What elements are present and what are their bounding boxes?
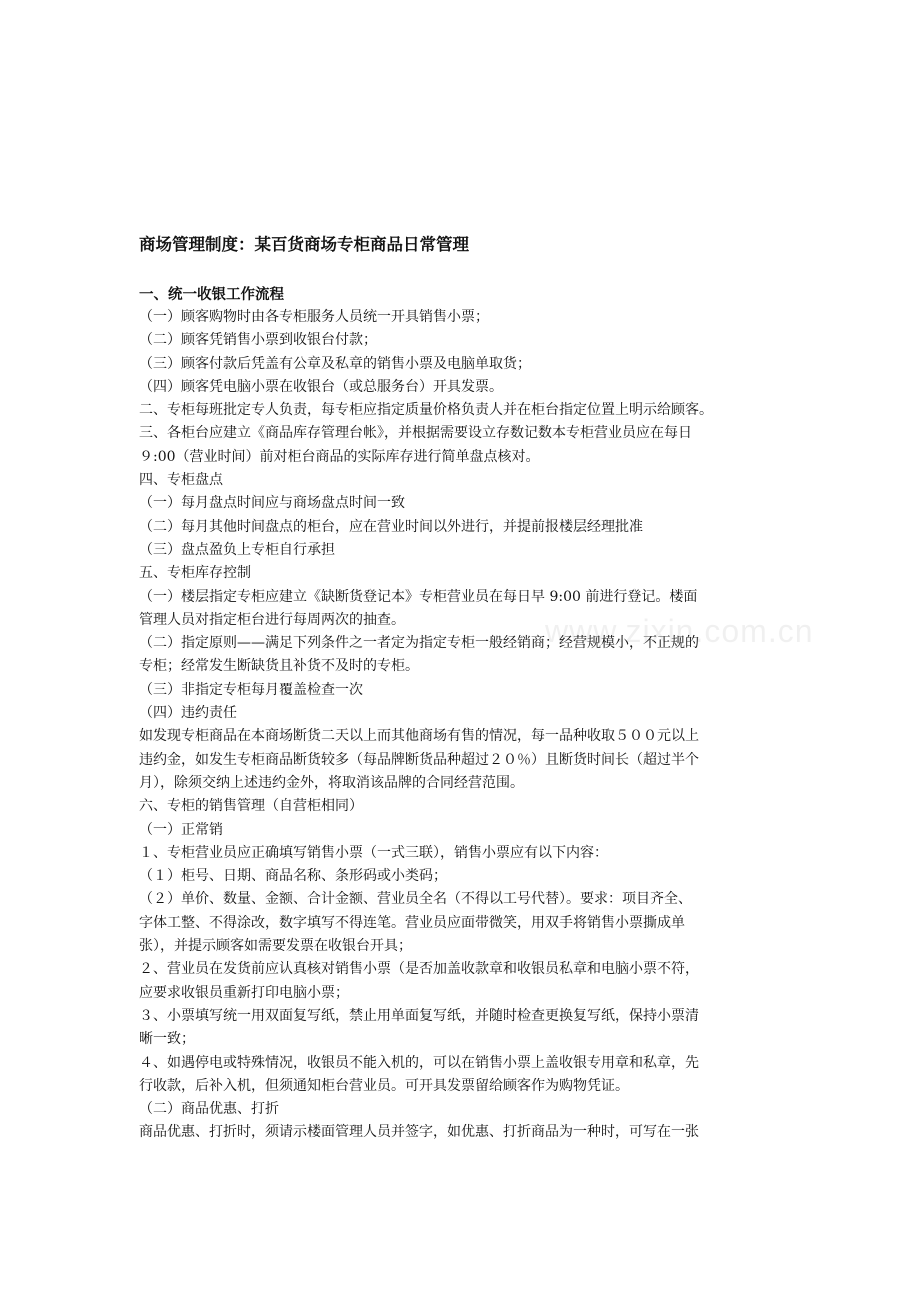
text-line: （１）柜号、日期、商品名称、条形码或小类码； <box>139 868 447 885</box>
text-line: 六、专柜的销售管理（自营柜相同） <box>139 798 363 815</box>
text-line: 二、专柜每班批定专人负责，每专柜应指定质量价格负责人并在柜台指定位置上明示给顾客。 <box>139 402 713 419</box>
text-line: （一）楼层指定专柜应建立《缺断货登记本》专柜营业员在每日早 9:00 前进行登记。楼面 <box>139 588 698 605</box>
text-line: 违约金，如发生专柜商品断货较多（每品牌断货品种超过２０％）且断货时间长（超过半个 <box>139 751 699 768</box>
text-line: （二）指定原则——满足下列条件之一者定为指定专柜一般经销商；经营规模小，不正规的 <box>139 635 699 652</box>
text-line: 四、专柜盘点 <box>139 472 223 489</box>
text-line: （四）违约责任 <box>139 705 237 722</box>
text-line: （四）顾客凭电脑小票在收银台（或总服务台）开具发票。 <box>139 378 503 395</box>
text-line: （三）盘点盈负上专柜自行承担 <box>139 541 335 558</box>
text-line: （一）正常销 <box>139 821 223 838</box>
text-line: 五、专柜库存控制 <box>139 565 251 582</box>
text-line: （二）顾客凭销售小票到收银台付款； <box>139 332 377 349</box>
section-heading-cashier-workflow: 一、统一收银工作流程 <box>139 287 284 303</box>
text-line: 字体工整、不得涂改，数字填写不得连笔。营业员应面带微笑，用双手将销售小票撕成单 <box>139 914 685 931</box>
watermark-text: www.zixin.com.cn <box>545 613 814 649</box>
text-line: ４、如遇停电或特殊情况，收银员不能入机的，可以在销售小票上盖收银专用章和私章，先 <box>139 1054 699 1071</box>
text-line: 管理人员对指定柜台进行每周两次的抽查。 <box>139 611 405 628</box>
text-line: 月），除须交纳上述违约金外，将取消该品牌的合同经营范围。 <box>139 774 524 791</box>
document-body <box>139 306 789 1145</box>
text-line: （２）单价、数量、金额、合计金额、营业员全名（不得以工号代替）。要求：项目齐全、 <box>139 891 692 908</box>
text-line: 张），并提示顾客如需要发票在收银台开具； <box>139 938 412 955</box>
text-line: 如发现专柜商品在本商场断货二天以上而其他商场有售的情况，每一品种收取５００元以上 <box>139 728 699 745</box>
text-line: （三）顾客付款后凭盖有公章及私章的销售小票及电脑单取货； <box>139 355 531 372</box>
text-line: 行收款，后补入机，但须通知柜台营业员。可开具发票留给顾客作为购物凭证。 <box>139 1077 629 1094</box>
text-line: ９:00（营业时间）前对柜台商品的实际库存进行简单盘点核对。 <box>139 448 540 465</box>
text-line: 三、各柜台应建立《商品库存管理台帐》，并根据需要设立存数记数本专柜营业员应在每日 <box>139 425 692 442</box>
text-line: 晰一致； <box>139 1031 195 1048</box>
text-line: 专柜；经常发生断缺货且补货不及时的专柜。 <box>139 658 419 675</box>
text-line: （一）每月盘点时间应与商场盘点时间一致 <box>139 495 405 512</box>
document-title: 商场管理制度：某百货商场专柜商品日常管理 <box>139 235 469 254</box>
text-line: 商品优惠、打折时，须请示楼面管理人员并签字，如优惠、打折商品为一种时，可写在一张 <box>139 1124 699 1141</box>
text-line: （三）非指定专柜每月覆盖检查一次 <box>139 681 363 698</box>
text-line: （一）顾客购物时由各专柜服务人员统一开具销售小票； <box>139 309 489 325</box>
text-line: ３、小票填写统一用双面复写纸，禁止用单面复写纸，并随时检查更换复写纸，保持小票清 <box>139 1007 699 1024</box>
text-line: 应要求收银员重新打印电脑小票； <box>139 984 349 1001</box>
text-line: １、专柜营业员应正确填写销售小票（一式三联），销售小票应有以下内容： <box>139 844 608 861</box>
text-line: （二）商品优惠、打折 <box>139 1101 279 1118</box>
text-line: （二）每月其他时间盘点的柜台，应在营业时间以外进行，并提前报楼层经理批准 <box>139 518 643 535</box>
text-line: ２、营业员在发货前应认真核对销售小票（是否加盖收款章和收银员私章和电脑小票不符， <box>139 961 699 978</box>
